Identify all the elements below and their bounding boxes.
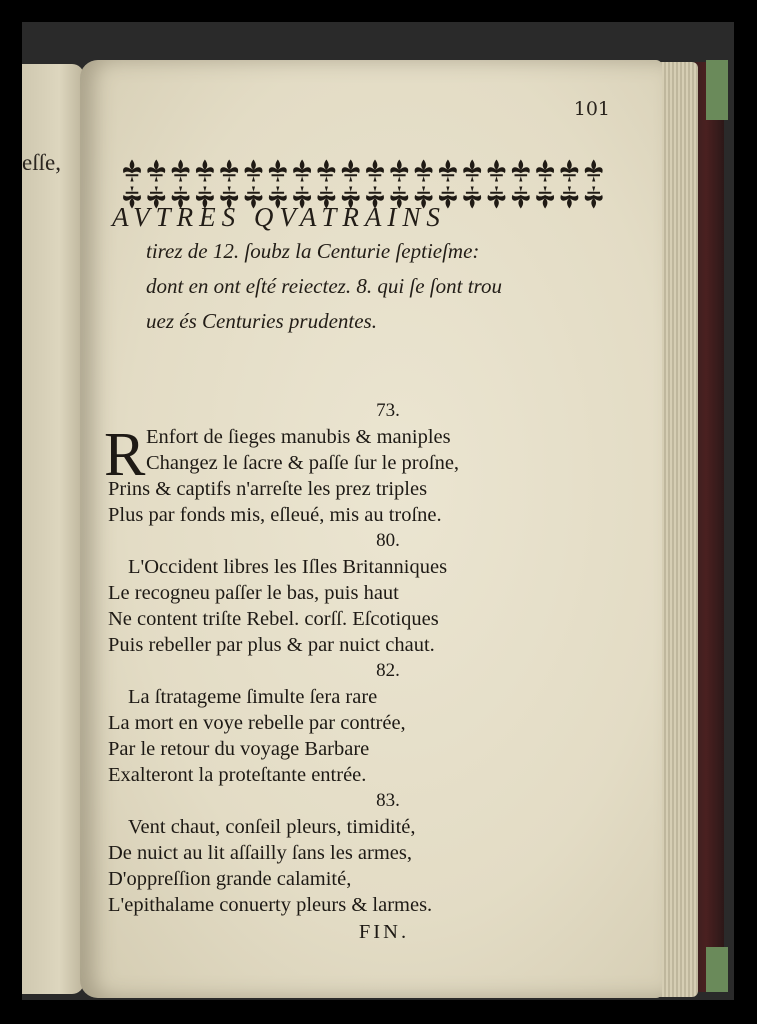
fleuron-glyph: [366, 160, 384, 182]
fleuron-glyph: [536, 160, 554, 182]
quatrain-number: 82.: [376, 660, 400, 681]
fleuron-glyph: [269, 160, 287, 182]
fleuron-glyph: [390, 160, 408, 182]
fleuron-glyph: [196, 160, 214, 182]
book-scan: [22, 22, 734, 1000]
quatrain-number: 80.: [376, 530, 400, 551]
quatrain: [108, 814, 638, 918]
fleuron-glyph: [123, 160, 141, 182]
fleuron-glyph: [512, 160, 530, 182]
fleuron-glyph: [293, 160, 311, 182]
fleuron-glyph: [317, 160, 335, 182]
end-word: FIN.: [358, 921, 410, 943]
quatrain: [108, 554, 638, 658]
verse-line: La ſtratageme ſimulte ſera rare: [128, 686, 378, 708]
quatrain-number: 73.: [376, 400, 400, 421]
right-page: [80, 60, 662, 998]
fleuron-glyph: [463, 160, 481, 182]
fleuron-glyph: [439, 160, 457, 182]
fleuron-glyph: [560, 160, 578, 182]
heading-line: dont en ont eſté reiectez. 8. qui ſe ſont trou: [146, 274, 502, 298]
verse-line: Vent chaut, conſeil pleurs, timidité,: [128, 816, 416, 838]
fleuron-glyph: [488, 160, 506, 182]
quatrain: [104, 421, 638, 528]
verse-line: Exalteront la proteſtante entrée.: [108, 764, 367, 786]
verse-line: Enfort de ſieges manubis & maniples: [146, 426, 451, 448]
verse-line: Le recogneu paſſer le bas, puis haut: [108, 582, 399, 604]
heading-line: tirez de 12. ſoubz la Centurie ſeptieſme:: [146, 239, 480, 263]
verse-line: Ne content triſte Rebel. corſſ. Eſcotiques: [108, 608, 439, 630]
verse-line: De nuict au lit aſſailly ſans les armes,: [108, 842, 412, 864]
verse-line: Puis rebeller par plus & par nuict chaut.: [108, 634, 435, 656]
heading-line: uez és Centuries prudentes.: [146, 309, 377, 333]
fleuron-glyph: [415, 160, 433, 182]
fleuron-glyph: [245, 160, 263, 182]
heading-title: AVTRES QVATRAINS: [112, 202, 446, 232]
quatrain-number: 83.: [376, 790, 400, 811]
verse-line: L'epithalame conuerty pleurs & larmes.: [108, 894, 433, 916]
fleuron-glyph: [147, 160, 165, 182]
fleuron-glyph: [342, 160, 360, 182]
cover-corner-bottom: [706, 947, 728, 992]
page-number: 101: [573, 98, 610, 120]
cover-corner-top: [706, 60, 728, 120]
book-cover-edge: [694, 62, 724, 992]
verse-line: D'oppreſſion grande calamité,: [108, 868, 352, 890]
section-heading: [112, 200, 632, 339]
verse-line: Plus par fonds mis, eſleué, mis au troſne.: [108, 504, 442, 526]
verse-line: Par le retour du voyage Barbare: [108, 738, 370, 760]
quatrains: [104, 398, 638, 946]
verse-line: L'Occident libres les Iſles Britanniques: [128, 556, 448, 578]
fleuron-glyph: [585, 160, 603, 182]
verse-line: La mort en voye rebelle par contrée,: [108, 712, 406, 734]
quatrain: [108, 684, 638, 788]
left-page-fragment: eſſe,: [22, 150, 61, 175]
fleuron-glyph: [220, 160, 238, 182]
verse-line: Prins & captifs n'arreſte les prez triples: [108, 478, 428, 500]
verse-line: Changez le ſacre & paſſe ſur le proſne,: [146, 452, 460, 474]
fleuron-glyph: [172, 160, 190, 182]
drop-cap: R: [104, 421, 146, 489]
left-page: [22, 64, 84, 994]
